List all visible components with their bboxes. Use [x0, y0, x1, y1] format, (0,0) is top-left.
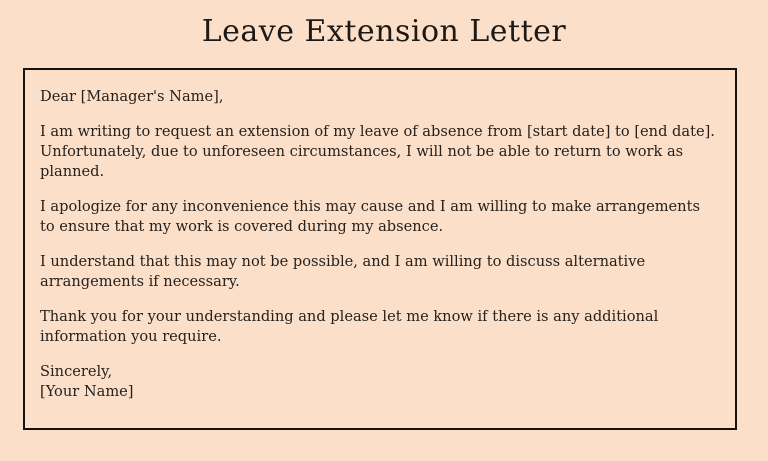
letter-body-box: [23, 68, 737, 430]
letter-paragraph: I am writing to request an extension of my leave of absence from [start date] to [end date]. Unfortunately, due to unforeseen circumstances, I will not be able to return to work as planned.: [40, 123, 715, 180]
letter-paragraph: I understand that this may not be possible, and I am willing to discuss alternative arrangements if necessary.: [40, 253, 646, 290]
letter-signature: [Your Name]: [40, 383, 134, 400]
letter-salutation: Dear [Manager's Name],: [40, 88, 224, 105]
letter-paragraph: I apologize for any inconvenience this may cause and I am willing to make arrangements to ensure that my work is covered during my absence.: [40, 198, 700, 235]
letter-paragraph: Thank you for your understanding and please let me know if there is any additional information you require.: [40, 308, 659, 345]
letter-closing: Sincerely,: [40, 363, 113, 380]
page-title: Leave Extension Letter: [201, 14, 567, 49]
